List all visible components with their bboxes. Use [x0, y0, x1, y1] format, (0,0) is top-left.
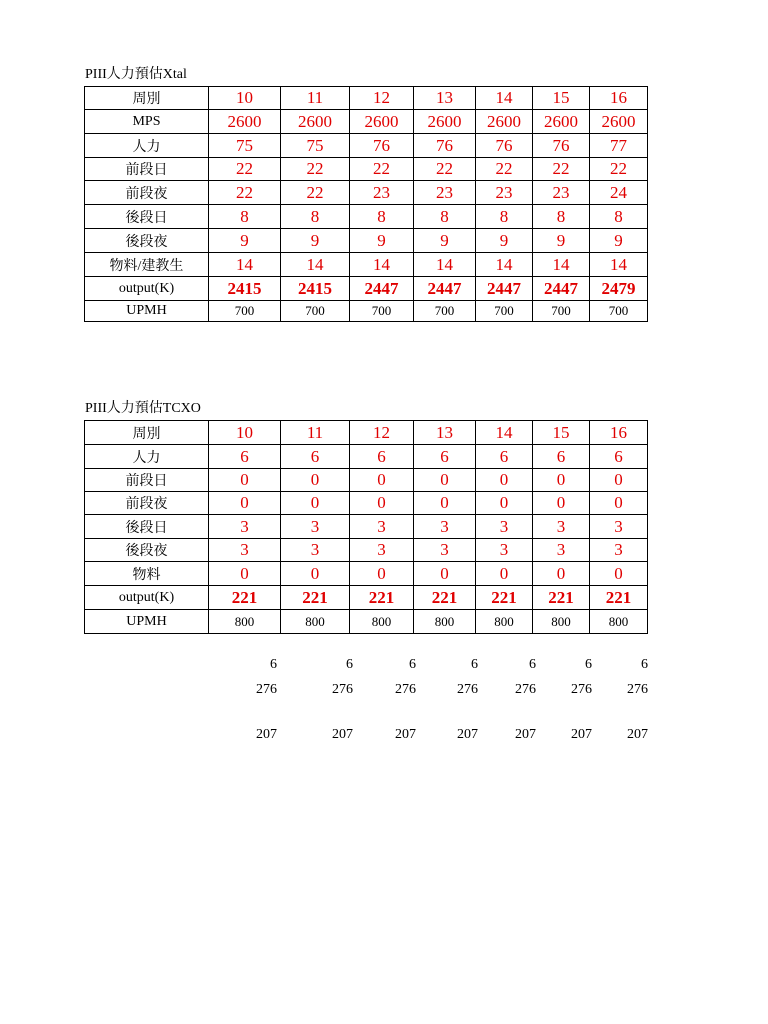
- table-cell: 14: [281, 253, 350, 277]
- table-row: [85, 87, 648, 110]
- table-cell: 23: [476, 181, 533, 205]
- table1-title: PIII人力預估Xtal: [85, 67, 187, 82]
- table-cell: 14: [590, 253, 648, 277]
- extra-value: 6: [529, 657, 536, 672]
- table-cell: 15: [533, 421, 590, 445]
- table-cell: 22: [209, 181, 281, 205]
- table-cell: 3: [533, 539, 590, 562]
- row-label: 後段夜: [85, 229, 209, 253]
- table-cell: 2600: [533, 110, 590, 134]
- table-row: [85, 539, 648, 562]
- table-cell: 10: [209, 421, 281, 445]
- row-label: 人力: [85, 134, 209, 158]
- table-cell: 14: [414, 253, 476, 277]
- table-row: [85, 181, 648, 205]
- table-cell: 75: [209, 134, 281, 158]
- table-cell: 0: [209, 562, 281, 586]
- table-cell: 9: [209, 229, 281, 253]
- extra-value: 6: [471, 657, 478, 672]
- table-cell: 10: [209, 87, 281, 110]
- table-cell: 800: [476, 610, 533, 634]
- table-cell: 14: [476, 253, 533, 277]
- table-row: [85, 229, 648, 253]
- table-cell: 0: [533, 562, 590, 586]
- table-cell: 0: [209, 469, 281, 492]
- extra-value: 276: [571, 682, 592, 697]
- row-label: 周別: [85, 421, 209, 445]
- table-cell: 2447: [533, 277, 590, 301]
- table-cell: 800: [281, 610, 350, 634]
- table-row: [85, 469, 648, 492]
- extra-value: 6: [641, 657, 648, 672]
- table-cell: 9: [350, 229, 414, 253]
- table-cell: 0: [476, 492, 533, 515]
- table-cell: 3: [590, 515, 648, 539]
- extra-value: 276: [256, 682, 277, 697]
- table-cell: 0: [590, 469, 648, 492]
- table-cell: 0: [414, 469, 476, 492]
- table-cell: 23: [350, 181, 414, 205]
- extra-value: 276: [457, 682, 478, 697]
- table-cell: 2479: [590, 277, 648, 301]
- table-row: [85, 421, 648, 445]
- table-row: [85, 515, 648, 539]
- table-cell: 0: [590, 562, 648, 586]
- table-cell: 16: [590, 87, 648, 110]
- table-cell: 221: [590, 586, 648, 610]
- table-cell: 22: [281, 181, 350, 205]
- table-cell: 12: [350, 87, 414, 110]
- row-label: 物料/建教生: [85, 253, 209, 277]
- table-cell: 2447: [476, 277, 533, 301]
- extra-value: 276: [332, 682, 353, 697]
- table-cell: 13: [414, 87, 476, 110]
- table-cell: 9: [414, 229, 476, 253]
- table-cell: 14: [350, 253, 414, 277]
- row-label: UPMH: [85, 301, 209, 322]
- table-cell: 6: [590, 445, 648, 469]
- table-cell: 3: [533, 515, 590, 539]
- table-cell: 2447: [350, 277, 414, 301]
- table-cell: 3: [209, 515, 281, 539]
- extra-value: 6: [585, 657, 592, 672]
- table-row: [85, 110, 648, 134]
- table-cell: 8: [209, 205, 281, 229]
- row-label: 周別: [85, 87, 209, 110]
- table-cell: 14: [209, 253, 281, 277]
- table-cell: 2600: [590, 110, 648, 134]
- table-cell: 22: [209, 158, 281, 181]
- table-cell: 9: [476, 229, 533, 253]
- row-label: 後段夜: [85, 539, 209, 562]
- row-label: 後段日: [85, 205, 209, 229]
- table-row: [85, 562, 648, 586]
- table-cell: 0: [590, 492, 648, 515]
- table-cell: 23: [414, 181, 476, 205]
- row-label: 後段日: [85, 515, 209, 539]
- row-label: 物料: [85, 562, 209, 586]
- extra-value: 207: [627, 727, 648, 742]
- table-cell: 9: [590, 229, 648, 253]
- table-row: [85, 134, 648, 158]
- table-cell: 800: [414, 610, 476, 634]
- table-cell: 0: [414, 492, 476, 515]
- table-cell: 9: [281, 229, 350, 253]
- table-cell: 14: [476, 87, 533, 110]
- extra-value: 6: [409, 657, 416, 672]
- table-cell: 3: [414, 515, 476, 539]
- row-label: MPS: [85, 110, 209, 134]
- table-row: [85, 253, 648, 277]
- table-cell: 6: [209, 445, 281, 469]
- table-cell: 8: [414, 205, 476, 229]
- row-label: UPMH: [85, 610, 209, 634]
- table-cell: 2600: [350, 110, 414, 134]
- extra-value: 207: [395, 727, 416, 742]
- table-cell: 3: [281, 539, 350, 562]
- table-cell: 0: [350, 492, 414, 515]
- tcxo-manpower-table: [84, 420, 648, 634]
- table-cell: 15: [533, 87, 590, 110]
- extra-value: 276: [627, 682, 648, 697]
- table-cell: 8: [281, 205, 350, 229]
- table-cell: 800: [590, 610, 648, 634]
- table-cell: 8: [533, 205, 590, 229]
- table-cell: 800: [533, 610, 590, 634]
- table-cell: 700: [414, 301, 476, 322]
- table-cell: 22: [476, 158, 533, 181]
- table-row: [85, 277, 648, 301]
- table-cell: 221: [414, 586, 476, 610]
- table-cell: 2600: [476, 110, 533, 134]
- table-cell: 11: [281, 87, 350, 110]
- table-cell: 22: [533, 158, 590, 181]
- table-cell: 6: [414, 445, 476, 469]
- table-cell: 3: [350, 515, 414, 539]
- table-cell: 76: [350, 134, 414, 158]
- table-cell: 22: [281, 158, 350, 181]
- table-cell: 22: [414, 158, 476, 181]
- table-cell: 3: [414, 539, 476, 562]
- table-cell: 3: [590, 539, 648, 562]
- table-cell: 2600: [414, 110, 476, 134]
- extra-value: 6: [270, 657, 277, 672]
- table-cell: 6: [533, 445, 590, 469]
- table-cell: 0: [533, 469, 590, 492]
- table-cell: 0: [414, 562, 476, 586]
- extra-value: 207: [256, 727, 277, 742]
- table-cell: 0: [281, 492, 350, 515]
- table-row: [85, 586, 648, 610]
- table-cell: 0: [281, 562, 350, 586]
- table-cell: 700: [476, 301, 533, 322]
- table-cell: 0: [533, 492, 590, 515]
- row-label: 前段夜: [85, 492, 209, 515]
- table-cell: 6: [281, 445, 350, 469]
- table-cell: 8: [350, 205, 414, 229]
- extra-value: 6: [346, 657, 353, 672]
- table-cell: 0: [476, 562, 533, 586]
- table-cell: 700: [533, 301, 590, 322]
- table-cell: 221: [476, 586, 533, 610]
- table-cell: 700: [209, 301, 281, 322]
- extra-value: 207: [457, 727, 478, 742]
- table-row: [85, 301, 648, 322]
- table-cell: 14: [476, 421, 533, 445]
- table-cell: 2415: [281, 277, 350, 301]
- table2-title: PIII人力預估TCXO: [85, 401, 201, 416]
- table-cell: 2447: [414, 277, 476, 301]
- table-cell: 22: [350, 158, 414, 181]
- table-cell: 221: [533, 586, 590, 610]
- table-cell: 76: [476, 134, 533, 158]
- table-cell: 8: [590, 205, 648, 229]
- table-cell: 221: [209, 586, 281, 610]
- table-cell: 11: [281, 421, 350, 445]
- table-cell: 0: [209, 492, 281, 515]
- table-cell: 3: [281, 515, 350, 539]
- extra-value: 207: [571, 727, 592, 742]
- table-cell: 3: [209, 539, 281, 562]
- table-cell: 221: [281, 586, 350, 610]
- table-cell: 0: [281, 469, 350, 492]
- table-cell: 75: [281, 134, 350, 158]
- table-cell: 700: [281, 301, 350, 322]
- row-label: 前段日: [85, 469, 209, 492]
- table-cell: 800: [209, 610, 281, 634]
- extra-value: 207: [515, 727, 536, 742]
- row-label: 人力: [85, 445, 209, 469]
- table-cell: 76: [533, 134, 590, 158]
- table-cell: 3: [350, 539, 414, 562]
- table-row: [85, 492, 648, 515]
- table-cell: 14: [533, 253, 590, 277]
- table-row: [85, 445, 648, 469]
- row-label: output(K): [85, 586, 209, 610]
- table-cell: 9: [533, 229, 590, 253]
- table-cell: 12: [350, 421, 414, 445]
- table-cell: 700: [590, 301, 648, 322]
- extra-value: 207: [332, 727, 353, 742]
- table-cell: 22: [590, 158, 648, 181]
- table-cell: 2600: [281, 110, 350, 134]
- table-cell: 8: [476, 205, 533, 229]
- table-cell: 6: [350, 445, 414, 469]
- table-cell: 24: [590, 181, 648, 205]
- table-cell: 13: [414, 421, 476, 445]
- table-cell: 0: [350, 469, 414, 492]
- table-cell: 3: [476, 515, 533, 539]
- table-cell: 23: [533, 181, 590, 205]
- table-cell: 2600: [209, 110, 281, 134]
- extra-value: 276: [515, 682, 536, 697]
- row-label: 前段日: [85, 158, 209, 181]
- row-label: output(K): [85, 277, 209, 301]
- table-cell: 700: [350, 301, 414, 322]
- table-cell: 221: [350, 586, 414, 610]
- table-cell: 0: [350, 562, 414, 586]
- xtal-manpower-table: [84, 86, 648, 322]
- table-row: [85, 610, 648, 634]
- table-cell: 76: [414, 134, 476, 158]
- extra-value: 276: [395, 682, 416, 697]
- table-cell: 16: [590, 421, 648, 445]
- row-label: 前段夜: [85, 181, 209, 205]
- table-row: [85, 158, 648, 181]
- table-row: [85, 205, 648, 229]
- table-cell: 0: [476, 469, 533, 492]
- table-cell: 800: [350, 610, 414, 634]
- table-cell: 77: [590, 134, 648, 158]
- table-cell: 2415: [209, 277, 281, 301]
- table-cell: 3: [476, 539, 533, 562]
- table-cell: 6: [476, 445, 533, 469]
